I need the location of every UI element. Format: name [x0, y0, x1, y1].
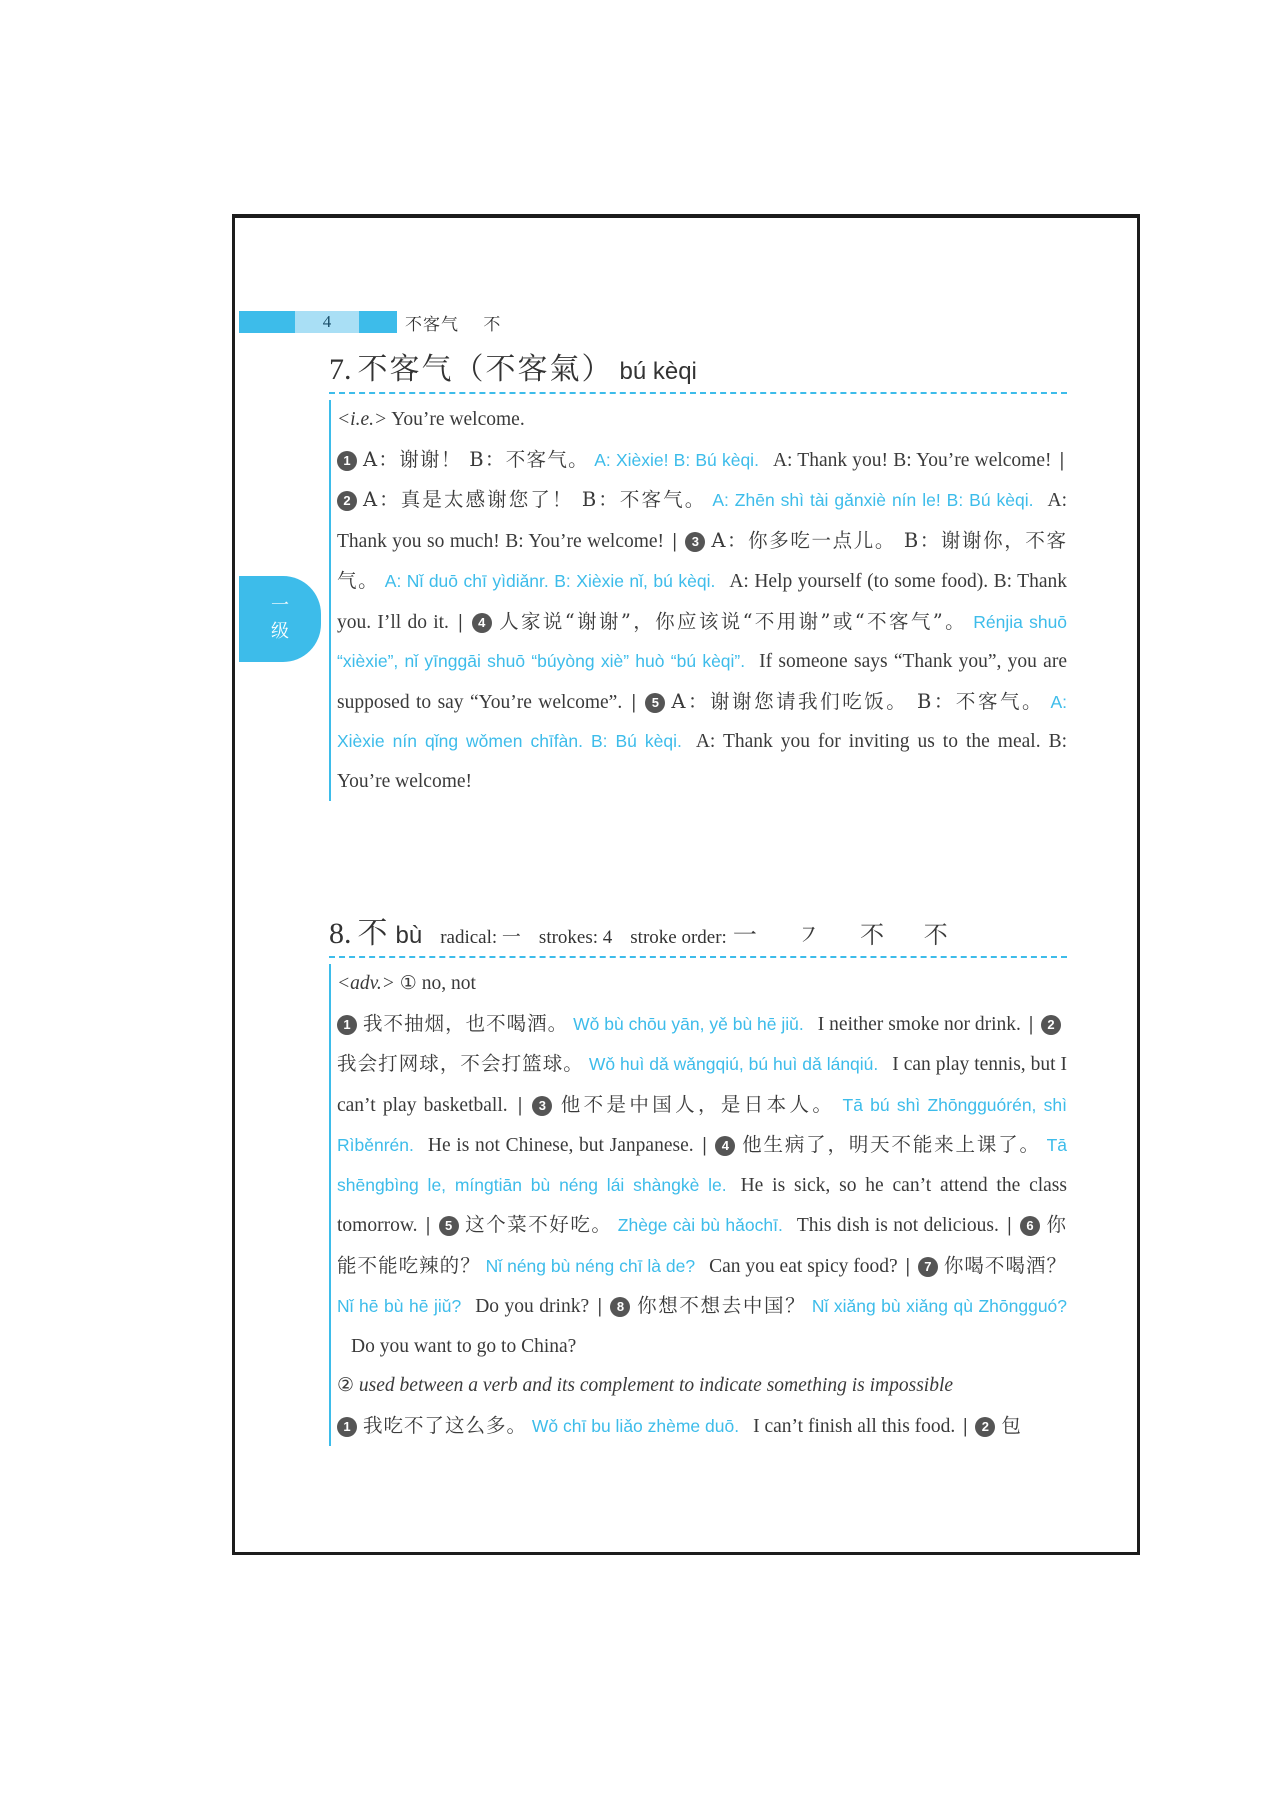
- entry-headword: 不: [357, 916, 390, 951]
- example-chinese: 人家说“谢谢”，你应该说“不用谢”或“不客气”。: [497, 609, 967, 633]
- example-pinyin: A: Zhēn shì tài gǎnxiè nín le! B: Bú kèqi.: [712, 490, 1034, 510]
- part-of-speech: <adv.>: [337, 973, 395, 994]
- example-pinyin: Rénjia shuō “xièxie”, nǐ yīnggāi shuō “búyòng xiè” huò “bú kèqi”.: [337, 611, 1068, 671]
- example-number-badge: 4: [715, 1136, 735, 1156]
- example-separator: |: [458, 611, 463, 633]
- sense-marker: ①: [399, 972, 417, 994]
- example: [337, 1011, 1021, 1035]
- example-english: A: Help yourself (to some food). B: Thank you. I’ll do it.: [337, 571, 1067, 633]
- entry-headword: 不客气（不客氣）: [357, 352, 614, 387]
- example-number-badge: 5: [439, 1216, 459, 1236]
- example-english: If someone says “Thank you”, you are supposed to say “You’re welcome”.: [337, 651, 1067, 713]
- example-pinyin: Wǒ chī bu liǎo zhème duō.: [531, 1415, 740, 1436]
- example-pinyin: Tā shēngbìng le, míngtiān bù néng lái shàngkè le.: [337, 1135, 1068, 1195]
- example-pinyin: Wǒ huì dǎ wǎngqiú, bú huì dǎ lánqiú.: [588, 1054, 879, 1074]
- example-number-badge: 3: [532, 1096, 552, 1116]
- example-english: This dish is not delicious.: [796, 1215, 999, 1236]
- example-pinyin: Nǐ néng bù néng chī là de?: [485, 1255, 696, 1276]
- example-english: A: Thank you! B: You’re welcome!: [772, 449, 1052, 471]
- example-pinyin: A: Xièxie nín qǐng wǒmen chīfàn. B: Bú kèqi.: [337, 691, 1068, 751]
- example-english: A: Thank you for inviting us to the meal. B: You’re welcome!: [337, 731, 1067, 792]
- example-chinese: 包: [1001, 1413, 1022, 1437]
- example-separator: |: [1059, 449, 1064, 471]
- example-number-badge: 2: [975, 1417, 995, 1437]
- level-tab-line: 级: [271, 621, 289, 642]
- example-separator: |: [425, 1215, 431, 1236]
- example-separator: |: [963, 1415, 968, 1437]
- example-pinyin: Nǐ xiǎng bù xiǎng qù Zhōngguó?: [811, 1296, 1068, 1316]
- level-tab-line: 一: [271, 595, 289, 616]
- entry-pinyin: bù: [395, 922, 423, 949]
- page-header-band: [239, 310, 519, 334]
- header-bar-left: [239, 311, 295, 333]
- example-separator: |: [702, 1135, 707, 1156]
- examples: [337, 1406, 1067, 1447]
- example-english: Do you want to go to China?: [351, 1335, 577, 1357]
- sense-definition: used between a verb and its complement to indicate something is impossible: [358, 1375, 954, 1396]
- example-chinese: A：谢谢！ B：不客气。: [363, 447, 590, 471]
- example-number-badge: 2: [337, 491, 357, 511]
- example-english: Can you eat spicy food?: [709, 1255, 898, 1277]
- example-pinyin: Nǐ hē bù hē jiǔ?: [337, 1296, 462, 1316]
- examples: [337, 1004, 1067, 1367]
- entry-body: [329, 964, 1067, 1446]
- entry-8: [329, 908, 1067, 1446]
- example-english: I can play tennis, but I can’t play basketball.: [337, 1054, 1067, 1116]
- example-separator: |: [631, 691, 636, 713]
- example: [337, 1413, 956, 1437]
- example: [337, 447, 1052, 471]
- entry-pinyin: bú kèqi: [619, 358, 697, 385]
- book-page: [232, 214, 1140, 1555]
- example-pinyin: Zhège cài bù hǎochī.: [617, 1215, 783, 1235]
- example-number-badge: 6: [1020, 1216, 1040, 1236]
- sense-definition: no, not: [421, 973, 476, 994]
- entry-heading: [329, 344, 1067, 394]
- header-word: 不: [483, 314, 502, 335]
- example-chinese: 他不是中国人，是日本人。: [558, 1092, 836, 1116]
- example-chinese: 你能不能吃辣的？: [337, 1213, 1067, 1277]
- example-chinese: 他生病了，明天不能来上课了。: [741, 1133, 1041, 1156]
- example-number-badge: 5: [645, 693, 665, 713]
- example-number-badge: 7: [918, 1257, 938, 1277]
- entry-number: 8.: [329, 917, 352, 950]
- example-separator: |: [597, 1296, 602, 1317]
- example-separator: |: [905, 1255, 910, 1277]
- example-english: Do you drink?: [475, 1296, 590, 1317]
- entry-heading: [329, 908, 1067, 958]
- stroke-order-sequence: 一 ㇇ 不 不: [732, 921, 964, 949]
- example-pinyin: Tā bú shì Zhōngguórén, shì Rìběnrén.: [337, 1094, 1068, 1155]
- example-chinese: 你想不想去中国？: [636, 1294, 807, 1317]
- example-chinese: 我不抽烟，也不喝酒。: [363, 1011, 569, 1035]
- example-separator: |: [672, 530, 677, 552]
- stroke-order-label: stroke order:: [630, 927, 727, 948]
- header-words: [405, 310, 519, 335]
- example-chinese: A：你多吃一点儿。 B：谢谢你，不客气。: [337, 528, 1067, 592]
- example-english: He is sick, so he can’t attend the class tomorrow.: [337, 1174, 1067, 1236]
- example: [975, 1413, 1022, 1437]
- example-number-badge: 4: [472, 613, 492, 633]
- example-chinese: 这个菜不好吃。: [464, 1213, 613, 1236]
- sense-marker: ②: [337, 1374, 355, 1396]
- example-english: I neither smoke nor drink.: [817, 1013, 1021, 1035]
- level-side-tab: [239, 576, 321, 662]
- page-number: 4: [295, 311, 359, 333]
- header-word: 不客气: [405, 314, 459, 335]
- example-chinese: A：真是太感谢您了！ B：不客气。: [363, 488, 707, 511]
- example-pinyin: A: Nǐ duō chī yìdiǎnr. B: Xièxie nǐ, bú kèqi.: [384, 571, 716, 591]
- example-number-badge: 1: [337, 451, 357, 471]
- example-english: I can’t finish all this food.: [753, 1415, 956, 1437]
- example-number-badge: 1: [337, 1015, 357, 1035]
- example-chinese: A：谢谢您请我们吃饭。 B：不客气。: [671, 689, 1045, 713]
- example-number-badge: 1: [337, 1417, 357, 1437]
- example-pinyin: Wǒ bù chōu yān, yě bù hē jiǔ.: [573, 1013, 804, 1034]
- entry-body: [329, 400, 1067, 801]
- example-chinese: 我会打网球，不会打篮球。: [337, 1052, 584, 1075]
- header-bar-right: [359, 311, 397, 333]
- definition: You’re welcome.: [391, 409, 525, 430]
- example-pinyin: A: Xièxie! B: Bú kèqi.: [594, 449, 759, 470]
- example-number-badge: 2: [1041, 1015, 1061, 1035]
- example-english: A: Thank you so much! B: You’re welcome!: [337, 490, 1068, 552]
- entry-number: 7.: [329, 353, 352, 386]
- example-chinese: 你喝不喝酒？: [943, 1253, 1068, 1277]
- example-separator: |: [1028, 1013, 1034, 1035]
- example-number-badge: 8: [610, 1297, 630, 1317]
- strokes-info: strokes: 4: [538, 927, 613, 948]
- example-separator: |: [1007, 1215, 1012, 1236]
- example: [439, 1215, 999, 1236]
- part-of-speech: <i.e.>: [337, 409, 388, 430]
- example-chinese: 我吃不了这么多。: [363, 1413, 528, 1437]
- example-english: He is not Chinese, but Janpanese.: [427, 1135, 694, 1156]
- examples: [337, 440, 1067, 802]
- example-number-badge: 3: [685, 532, 705, 552]
- entry-7: [329, 344, 1067, 801]
- example-separator: |: [517, 1094, 523, 1116]
- radical-info: radical: 一: [440, 927, 521, 948]
